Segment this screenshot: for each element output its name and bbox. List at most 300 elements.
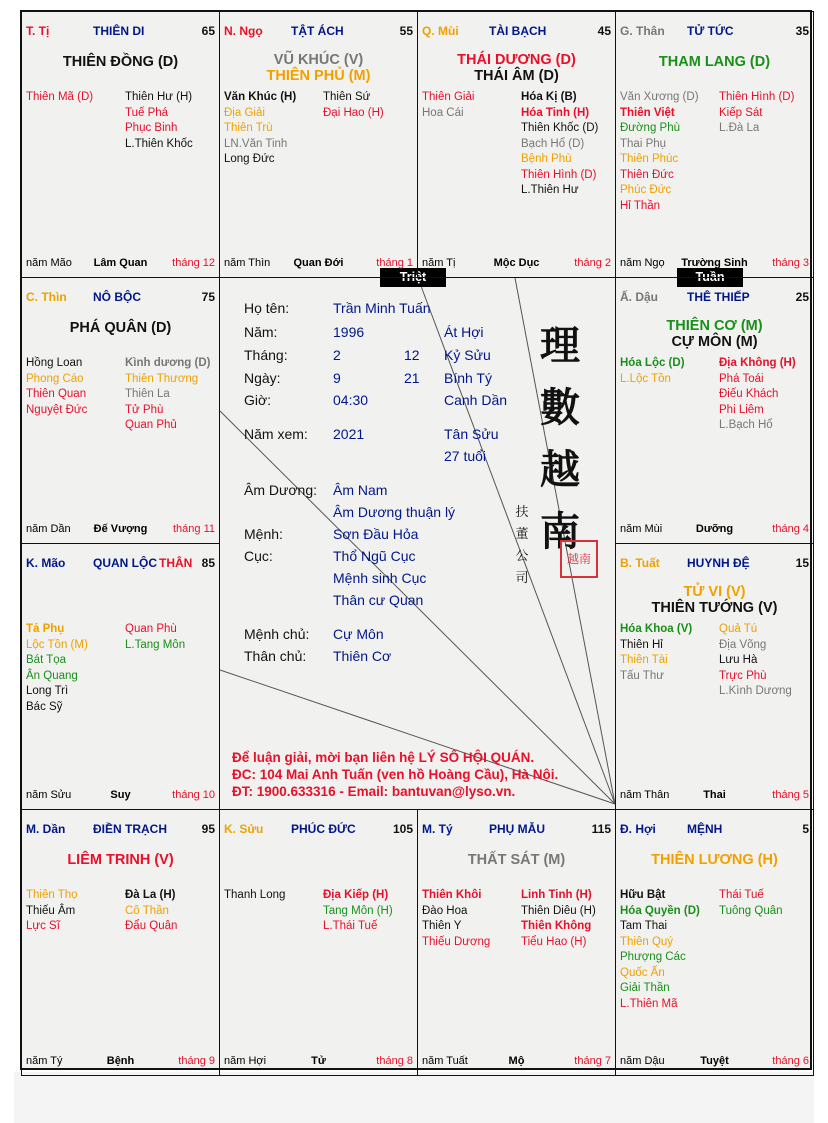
- minor-star: Thiên La: [125, 388, 170, 400]
- year-label: Năm:: [244, 324, 278, 340]
- minor-stars-right: [323, 888, 393, 935]
- minor-star: Hóa Khoa (V): [620, 623, 693, 635]
- palace-header: [422, 822, 611, 838]
- major-star: THIÊN LƯƠNG (H): [651, 852, 778, 868]
- age: 27 tuổi: [444, 448, 487, 464]
- minor-star: Thiên Giải: [422, 91, 475, 103]
- minor-star: Thiên Hỉ: [620, 638, 663, 651]
- palace-header: [620, 290, 809, 306]
- calligraphy-char-3: 越: [540, 446, 580, 493]
- minor-stars-right: [125, 622, 185, 653]
- minor-star: Thiếu Dương: [422, 935, 491, 948]
- palace-month: tháng 9: [178, 1055, 215, 1067]
- minor-star: Địa Võng: [719, 638, 767, 651]
- minor-star: Bạch Hổ (D): [521, 137, 585, 150]
- palace-age-number: 55: [399, 24, 413, 38]
- major-star: THIÊN TƯỚNG (V): [651, 600, 778, 616]
- house-label: ĐIỀN TRẠCH: [93, 822, 167, 836]
- palace-house-name: [291, 24, 344, 38]
- palace-age-number: 45: [597, 24, 611, 38]
- palace-age-number: 115: [591, 822, 611, 836]
- minor-star: Thiếu Âm: [26, 904, 76, 917]
- palace-position: T. Tị: [26, 24, 50, 38]
- minor-star: Bệnh Phù: [521, 153, 572, 165]
- minor-star: Hồng Loan: [26, 357, 83, 369]
- palace-than[interactable]: [615, 11, 814, 278]
- palace-month: tháng 8: [376, 1055, 413, 1067]
- palace-month: tháng 7: [574, 1055, 611, 1067]
- minor-star: Văn Khúc (H): [224, 91, 297, 103]
- palace-month: tháng 3: [772, 257, 809, 269]
- house-label: PHÚC ĐỨC: [291, 822, 356, 836]
- minor-star: L.Kình Dương: [719, 685, 792, 697]
- contact-address[interactable]: ĐC: 104 Mai Anh Tuấn (ven hồ Hoàng Cầu), Hà Nội.: [232, 767, 559, 782]
- minor-stars-right: [719, 888, 783, 919]
- palace-house-name: [687, 290, 750, 304]
- minor-star: Phục Binh: [125, 122, 178, 134]
- minor-star: Thiên Không: [521, 920, 592, 932]
- palace-year: năm Hợi: [224, 1055, 267, 1067]
- amduong-label: Âm Dương:: [244, 482, 318, 498]
- palace-house-name: [489, 822, 545, 836]
- minor-star: Thai Phụ: [620, 137, 667, 150]
- major-star: PHÁ QUÂN (D): [69, 320, 172, 336]
- major-star: LIÊM TRINH (V): [67, 852, 174, 868]
- palace-header: [26, 822, 215, 838]
- minor-star: Thiên Y: [422, 920, 462, 932]
- minor-star: Địa Giải: [224, 106, 265, 119]
- birth-day-canchi: Bính Tý: [444, 370, 492, 386]
- palace-stage: Tuyệt: [700, 1055, 729, 1067]
- palace-year: năm Dậu: [620, 1055, 665, 1067]
- minor-star: L.Thiên Khốc: [125, 137, 193, 150]
- birth-year: 1996: [333, 324, 365, 340]
- minor-star: Hóa Lộc (D): [620, 357, 685, 369]
- than-chu-value: Thiên Cơ: [333, 648, 392, 664]
- palace-footer: [26, 523, 215, 537]
- minor-star: Thiên Khốc (D): [521, 122, 599, 134]
- minor-star: Linh Tinh (H): [521, 889, 592, 901]
- minor-star: Cô Thần: [125, 904, 169, 917]
- major-star: THÁI DƯƠNG (D): [457, 52, 576, 68]
- palace-mao[interactable]: [21, 543, 220, 810]
- minor-stars-left: [422, 90, 474, 121]
- menh-value: Sơn Đầu Hỏa: [333, 526, 419, 542]
- minor-stars-right: [521, 90, 598, 199]
- vertical-char-4: 司: [515, 571, 529, 586]
- minor-star: Giải Thần: [620, 982, 670, 994]
- cuc-note-1: Mệnh sinh Cục: [333, 570, 427, 586]
- house-label: HUYNH ĐỆ: [687, 556, 750, 570]
- palace-age-number: 15: [795, 556, 809, 570]
- palace-header: [620, 822, 809, 838]
- palace-thin[interactable]: [21, 277, 220, 544]
- vertical-char-1: 扶: [515, 505, 529, 520]
- minor-star: LN.Văn Tinh: [224, 137, 288, 150]
- minor-star: Thiên Tài: [620, 654, 668, 666]
- palace-month: tháng 2: [574, 257, 611, 269]
- minor-stars-left: [224, 888, 285, 904]
- major-star: THIÊN ĐỒNG (D): [62, 54, 179, 70]
- house-label: TÀI BẠCH: [489, 24, 547, 38]
- minor-star: Đại Hao (H): [323, 106, 384, 119]
- minor-star: Long Đức: [224, 153, 275, 165]
- minor-star: Tang Môn (H): [323, 904, 393, 917]
- view-year-canchi: Tân Sửu: [444, 426, 499, 442]
- minor-star: Hữu Bật: [620, 889, 666, 901]
- major-star: VŨ KHÚC (V): [273, 52, 364, 68]
- birth-month-lunar: 12: [404, 347, 420, 363]
- palace-house-name: [93, 822, 167, 836]
- birth-year-canchi: Át Hợi: [444, 324, 484, 340]
- palace-position: Đ. Hợi: [620, 822, 656, 836]
- minor-star: Thiên Hư (H): [125, 91, 193, 103]
- house-label: NÔ BỘC: [93, 290, 141, 304]
- minor-star: Hóa Kị (B): [521, 91, 577, 103]
- minor-star: Hỉ Thần: [620, 199, 661, 212]
- palace-dau[interactable]: [615, 277, 814, 544]
- minor-star: Tam Thai: [620, 920, 668, 932]
- palace-position: Ấ. Dậu: [620, 290, 659, 304]
- than-chu-label: Thân chủ:: [244, 648, 307, 664]
- hour-label: Giờ:: [244, 392, 272, 408]
- palace-house-name: [687, 24, 734, 38]
- minor-star: Tuế Phá: [125, 106, 169, 119]
- palace-year: năm Sửu: [26, 789, 72, 801]
- minor-stars-right: [521, 888, 596, 950]
- palace-year: năm Tị: [422, 257, 456, 269]
- palace-ti[interactable]: [21, 11, 220, 278]
- palace-suu[interactable]: [219, 809, 418, 1076]
- red-seal-stamp: 越南: [560, 540, 598, 578]
- minor-star: Phá Toái: [719, 372, 764, 385]
- minor-star: Long Trì: [26, 685, 69, 697]
- minor-star: Thiên Phúc: [620, 153, 679, 165]
- house-label: MỆNH: [687, 822, 723, 836]
- palace-year: năm Mùi: [620, 523, 663, 535]
- major-star: THIÊN PHỦ (M): [266, 68, 371, 84]
- palace-position: Q. Mùi: [422, 24, 459, 38]
- minor-star: Phượng Các: [620, 951, 686, 963]
- minor-star: Bát Tọa: [26, 654, 67, 666]
- minor-star: Phi Liêm: [719, 403, 764, 416]
- palace-footer: [26, 257, 215, 271]
- palace-age-number: 65: [201, 24, 215, 38]
- minor-star: Thiên Thương: [125, 372, 199, 385]
- palace-house-name: [93, 290, 141, 304]
- amduong-note: Âm Dương thuận lý: [333, 504, 456, 520]
- tu-vi-chart: [20, 10, 812, 1070]
- palace-ty[interactable]: [417, 809, 616, 1076]
- minor-stars-right: [323, 90, 384, 121]
- palace-footer: [422, 257, 611, 271]
- palace-dan[interactable]: [21, 809, 220, 1076]
- menh-label: Mệnh:: [244, 526, 283, 542]
- minor-star: Quan Phù: [125, 623, 177, 635]
- minor-stars-left: [620, 888, 700, 1012]
- major-star: CỰ MÔN (M): [671, 334, 758, 350]
- palace-month: tháng 4: [772, 523, 809, 535]
- palace-month: tháng 12: [172, 257, 215, 269]
- minor-star: Nguyệt Đức: [26, 403, 88, 416]
- palace-stage: Bệnh: [106, 1055, 135, 1067]
- palace-footer: [620, 789, 809, 803]
- birth-hour: 04:30: [333, 392, 369, 408]
- minor-star: Thiên Đức: [620, 168, 674, 181]
- palace-age-number: 105: [392, 822, 413, 836]
- minor-star: Thiên Trù: [224, 122, 273, 134]
- minor-star: Lực Sĩ: [26, 920, 60, 932]
- major-star: THẤT SÁT (M): [467, 852, 566, 868]
- minor-star: Hoa Cái: [422, 106, 464, 119]
- palace-month: tháng 10: [172, 789, 215, 801]
- minor-star: Quốc Ấn: [620, 966, 665, 979]
- house-label: THÊ THIẾP: [687, 290, 750, 304]
- than-tag: THÂN: [159, 556, 193, 570]
- birth-month: 2: [333, 347, 341, 363]
- minor-stars-left: [224, 90, 296, 168]
- day-label: Ngày:: [244, 370, 281, 386]
- minor-star: Thiên Sứ: [323, 91, 371, 103]
- vertical-char-2: 董: [515, 527, 529, 542]
- palace-header: [224, 24, 413, 40]
- palace-year: năm Mão: [26, 257, 72, 269]
- palace-position: B. Tuất: [620, 556, 660, 570]
- minor-star: Địa Không (H): [719, 357, 796, 369]
- minor-star: Quả Tú: [719, 623, 758, 635]
- cuc-value: Thổ Ngũ Cục: [333, 548, 416, 564]
- palace-year: năm Tuất: [422, 1055, 468, 1067]
- birth-day-lunar: 21: [404, 370, 420, 386]
- palace-age-number: 35: [795, 24, 809, 38]
- palace-age-number: 75: [201, 290, 215, 304]
- menh-chu-label: Mệnh chủ:: [244, 626, 310, 642]
- palace-footer: [26, 1055, 215, 1069]
- minor-star: Đẩu Quân: [125, 920, 178, 932]
- palace-stage: Lâm Quan: [93, 257, 148, 269]
- minor-star: Thiên Mã (D): [26, 91, 94, 103]
- calligraphy-char-2: 數: [540, 384, 580, 431]
- minor-stars-left: [26, 90, 93, 106]
- minor-star: Đào Hoa: [422, 904, 468, 917]
- palace-year: năm Thân: [620, 789, 670, 801]
- minor-star: Thái Tuế: [719, 889, 764, 901]
- major-star: THIÊN CƠ (M): [666, 318, 763, 334]
- center-info-panel: [220, 278, 615, 804]
- minor-star: Văn Xương (D): [620, 91, 699, 103]
- minor-star: L.Tang Môn: [125, 638, 186, 651]
- palace-footer: [422, 1055, 611, 1069]
- house-label: TỬ TỨC: [687, 24, 734, 38]
- palace-year: năm Tý: [26, 1055, 63, 1067]
- palace-age-number: 95: [201, 822, 215, 836]
- birth-day: 9: [333, 370, 341, 386]
- minor-star: Thiên Hình (D): [521, 168, 597, 181]
- month-label: Tháng:: [244, 347, 288, 363]
- calligraphy-char-4: 南: [540, 508, 580, 555]
- menh-chu-value: Cự Môn: [333, 626, 384, 642]
- name-label: Họ tên:: [244, 300, 290, 316]
- palace-stage: Dưỡng: [695, 523, 734, 535]
- palace-footer: [620, 257, 809, 271]
- minor-star: Bác Sỹ: [26, 700, 63, 713]
- minor-stars-left: [26, 356, 87, 418]
- minor-star: Thiên Thọ: [26, 889, 78, 901]
- tuan-badge: Tuần: [677, 268, 743, 287]
- palace-month: tháng 6: [772, 1055, 809, 1067]
- major-star: THÁI ÂM (D): [474, 68, 559, 84]
- cuc-label: Cục:: [244, 548, 273, 564]
- palace-house-name: [291, 822, 356, 836]
- minor-stars-left: [26, 888, 78, 935]
- palace-hoi[interactable]: [615, 809, 814, 1076]
- minor-star: Hóa Tinh (H): [521, 106, 590, 119]
- minor-star: L.Thái Tuế: [323, 920, 378, 932]
- minor-star: Thiên Quan: [26, 388, 87, 400]
- minor-star: L.Lộc Tồn: [620, 372, 671, 385]
- minor-star: Thiên Quý: [620, 935, 674, 948]
- palace-month: tháng 5: [772, 789, 809, 801]
- minor-star: Kình dương (D): [125, 357, 211, 369]
- palace-position: M. Tý: [422, 822, 453, 836]
- minor-star: Tiểu Hao (H): [521, 935, 587, 948]
- minor-star: Điếu Khách: [719, 388, 779, 400]
- house-label: PHỤ MẪU: [489, 822, 545, 836]
- palace-header: [620, 556, 809, 572]
- minor-stars-left: [620, 622, 692, 684]
- minor-star: L.Thiên Hư: [521, 184, 579, 196]
- view-year-label: Năm xem:: [244, 426, 308, 442]
- minor-stars-left: [422, 888, 490, 950]
- minor-star: Phúc Đức: [620, 184, 672, 196]
- palace-mui[interactable]: [417, 11, 616, 278]
- birth-hour-canchi: Canh Dần: [444, 392, 508, 408]
- minor-star: Tử Phù: [125, 403, 164, 416]
- major-star: TỬ VI (V): [683, 584, 746, 600]
- minor-star: L.Thiên Mã: [620, 997, 678, 1010]
- triet-badge: Triệt: [380, 268, 446, 287]
- palace-tuat[interactable]: [615, 543, 814, 810]
- minor-stars-right: [125, 356, 210, 434]
- house-label: QUAN LỘC: [93, 556, 157, 570]
- minor-star: Đường Phù: [620, 122, 680, 134]
- palace-house-name: [93, 556, 192, 570]
- palace-age-number: 25: [795, 290, 809, 304]
- palace-year: năm Dần: [26, 523, 71, 535]
- palace-header: [224, 822, 413, 838]
- minor-star: Thiên Việt: [620, 106, 675, 119]
- minor-star: Tuông Quân: [719, 904, 783, 917]
- person-name: Trần Minh Tuấn: [333, 300, 431, 316]
- minor-star: Địa Kiếp (H): [323, 889, 389, 901]
- vertical-char-3: 公: [515, 549, 529, 564]
- palace-footer: [620, 1055, 809, 1069]
- palace-header: [620, 24, 809, 40]
- minor-stars-left: [620, 356, 685, 387]
- palace-house-name: [687, 556, 750, 570]
- palace-header: [26, 290, 215, 306]
- minor-stars-right: [719, 356, 796, 434]
- palace-year: năm Thìn: [224, 257, 271, 269]
- minor-star: L.Đà La: [719, 122, 760, 134]
- minor-stars-right: [719, 90, 794, 137]
- amduong-value: Âm Nam: [333, 482, 388, 498]
- minor-star: Tả Phụ: [26, 623, 65, 635]
- palace-footer: [224, 257, 413, 271]
- palace-stage: Quan Đới: [293, 257, 344, 269]
- minor-star: Ân Quang: [26, 669, 78, 682]
- minor-stars-right: [125, 888, 177, 935]
- birth-month-canchi: Kỷ Sửu: [444, 347, 491, 363]
- minor-star: Thanh Long: [224, 889, 286, 901]
- minor-star: Quan Phủ: [125, 419, 177, 431]
- minor-star: Hóa Quyền (D): [620, 904, 700, 917]
- minor-stars-left: [620, 90, 699, 214]
- palace-stage: Trường Sinh: [681, 257, 748, 269]
- palace-house-name: [93, 24, 144, 38]
- palace-month: tháng 11: [172, 523, 215, 535]
- palace-stage: Tử: [311, 1055, 326, 1067]
- house-label: TẬT ÁCH: [291, 24, 344, 38]
- palace-stage: Mộ: [508, 1055, 525, 1067]
- palace-stage: Suy: [110, 789, 131, 801]
- minor-star: Đà La (H): [125, 889, 176, 901]
- minor-star: Tấu Thư: [620, 669, 664, 682]
- contact-line-1[interactable]: Để luận giải, mời bạn liên hệ LÝ SỐ HỘI QUÁN.: [232, 750, 535, 765]
- palace-footer: [620, 523, 809, 537]
- house-label: THIÊN DI: [93, 24, 145, 38]
- palace-header: [422, 24, 611, 40]
- minor-star: Thiên Khôi: [422, 889, 482, 901]
- cuc-note-2: Thân cư Quan: [333, 592, 424, 608]
- palace-house-name: [489, 24, 546, 38]
- view-year: 2021: [333, 426, 365, 442]
- minor-star: Lưu Hà: [719, 654, 758, 666]
- minor-stars-right: [719, 622, 792, 700]
- palace-month: tháng 1: [376, 257, 413, 269]
- page-bottom-margin: [14, 1072, 814, 1123]
- palace-stage: Thai: [703, 789, 726, 801]
- contact-phone-email[interactable]: ĐT: 1900.633316 - Email: bantuvan@lyso.vn.: [232, 784, 516, 799]
- minor-star: Kiếp Sát: [719, 106, 763, 119]
- palace-position: C. Thìn: [26, 290, 67, 304]
- minor-stars-left: [26, 622, 88, 715]
- palace-year: năm Ngọ: [620, 257, 665, 269]
- palace-age-number: 5: [802, 822, 809, 836]
- minor-star: Thiên Hình (D): [719, 91, 795, 103]
- major-star: THAM LANG (D): [658, 54, 771, 70]
- minor-star: Lộc Tồn (M): [26, 638, 88, 651]
- palace-age-number: 85: [201, 556, 215, 570]
- palace-position: G. Thân: [620, 24, 665, 38]
- palace-position: K. Sửu: [224, 822, 264, 836]
- palace-position: N. Ngọ: [224, 24, 263, 38]
- minor-star: Thiên Diêu (H): [521, 904, 596, 917]
- calligraphy-char-1: 理: [540, 322, 580, 369]
- minor-star: L.Bạch Hổ: [719, 419, 773, 431]
- palace-position: K. Mão: [26, 556, 66, 570]
- palace-ngo[interactable]: [219, 11, 418, 278]
- minor-star: Phong Cáo: [26, 372, 84, 385]
- palace-footer: [26, 789, 215, 803]
- minor-star: Trực Phù: [719, 669, 767, 682]
- palace-house-name: [687, 822, 722, 836]
- palace-position: M. Dần: [26, 822, 66, 836]
- palace-header: [26, 556, 215, 572]
- palace-footer: [224, 1055, 413, 1069]
- minor-stars-right: [125, 90, 193, 152]
- palace-stage: Đế Vượng: [93, 523, 148, 535]
